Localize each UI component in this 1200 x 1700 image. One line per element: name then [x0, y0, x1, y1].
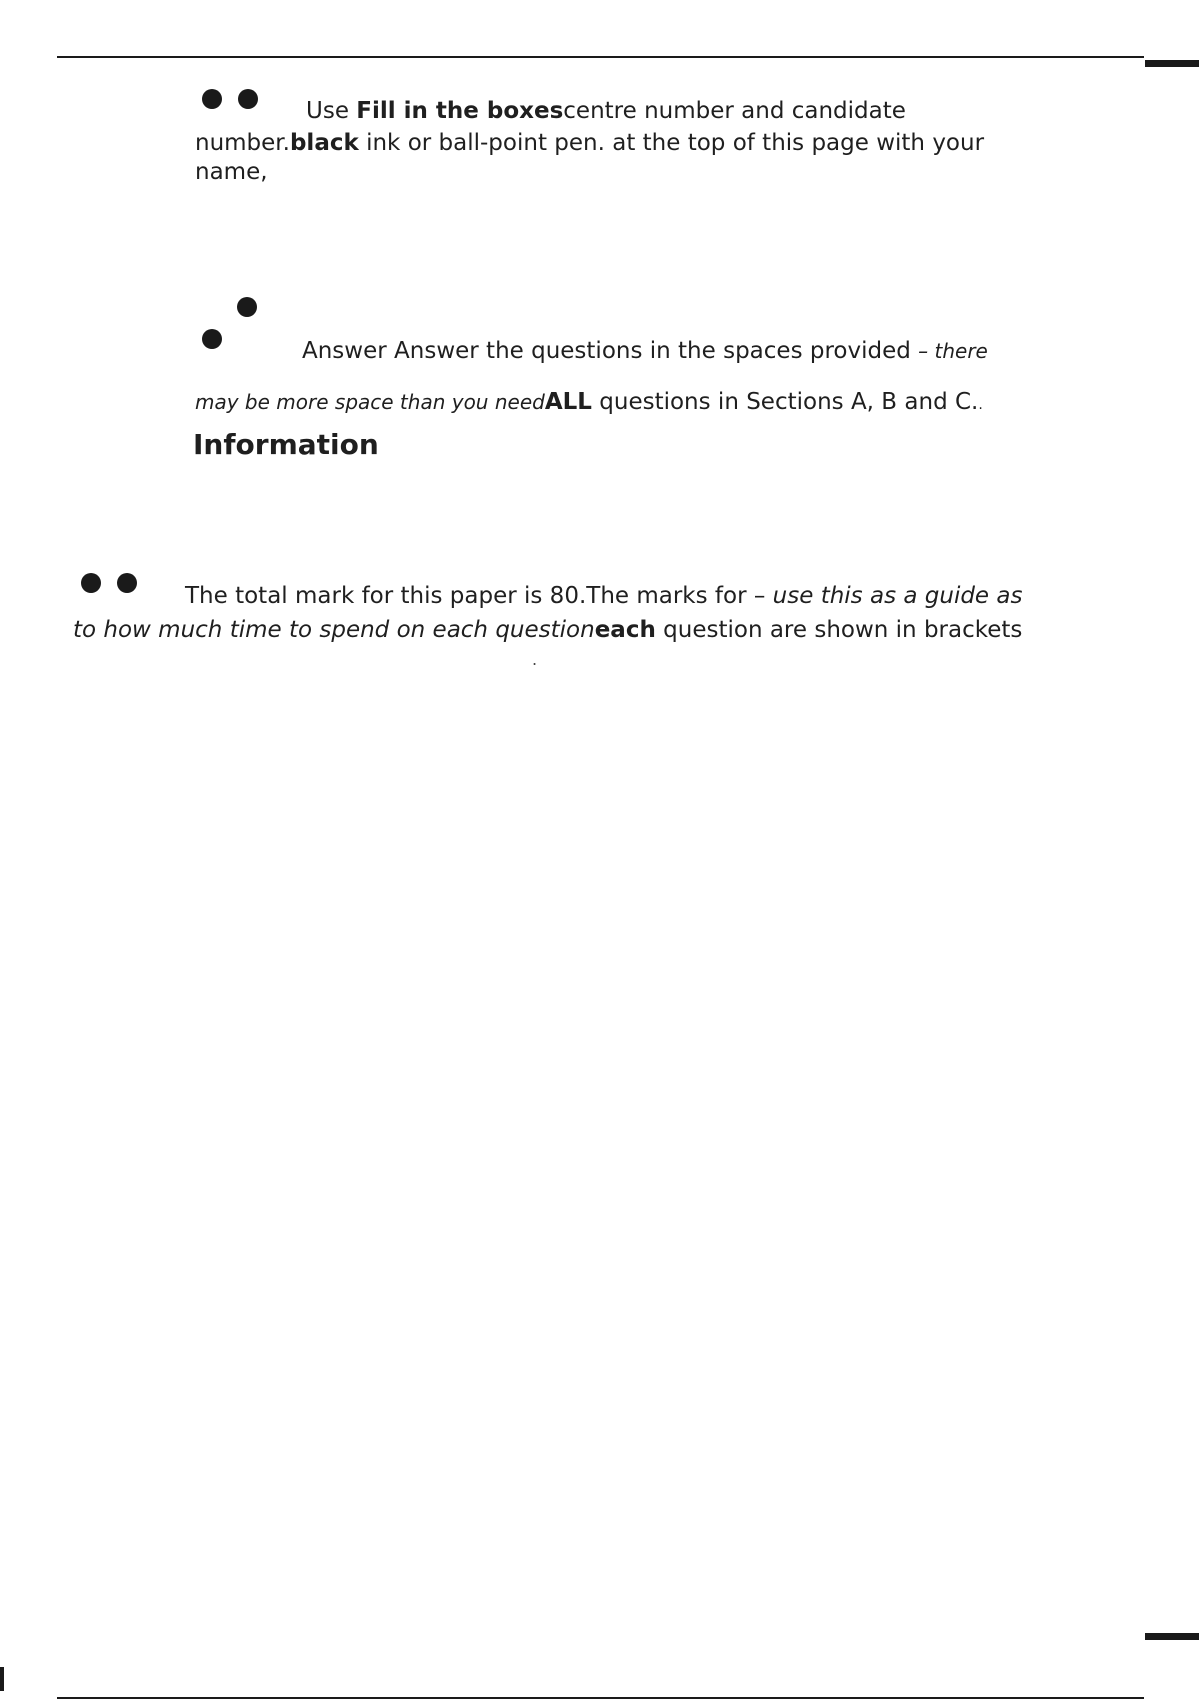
bullet-icon	[237, 297, 257, 317]
bottom-rule	[57, 1697, 1144, 1699]
information-trailing-dot: .	[532, 650, 538, 669]
top-rule	[57, 56, 1144, 58]
top-margin-tick	[1145, 60, 1199, 67]
instruction-text: number.	[195, 130, 290, 156]
bullet-icon	[202, 329, 222, 349]
information-emphasis: each	[594, 617, 656, 643]
information-line	[185, 582, 1022, 610]
bottom-margin-tick	[1145, 1633, 1199, 1640]
instruction-line	[306, 97, 906, 125]
instruction-emphasis: Fill in the boxes	[356, 98, 564, 124]
left-margin-tick	[0, 1667, 4, 1691]
instruction-italic: may be more space than you need	[195, 390, 545, 414]
instruction-line	[302, 337, 988, 365]
bullet-icon	[238, 89, 258, 109]
instruction-text: name,	[195, 159, 268, 185]
bullet-icon	[202, 89, 222, 109]
information-line	[73, 616, 1022, 644]
instruction-emphasis: black	[289, 130, 359, 156]
instruction-text: questions in Sections A, B and C.	[591, 389, 979, 415]
instruction-line	[195, 129, 984, 157]
information-italic: use this as a guide as	[772, 583, 1023, 609]
information-text: The total mark for this paper is 80.The marks for –	[185, 583, 773, 609]
instruction-text: centre number and candidate	[563, 98, 906, 124]
instruction-line	[195, 158, 268, 186]
instruction-text: ink or ball-point pen. at the top of this page with your	[358, 130, 985, 156]
instruction-text: Answer Answer the questions in the spaces provided	[302, 338, 919, 364]
bullet-icon	[81, 573, 101, 593]
instruction-text: Use	[306, 98, 357, 124]
information-heading: Information	[193, 428, 379, 461]
bullet-icon	[117, 573, 137, 593]
information-text: question are shown in brackets	[655, 617, 1023, 643]
instruction-italic: – there	[918, 339, 988, 363]
instruction-text: .	[978, 397, 983, 413]
instruction-line	[195, 388, 983, 419]
information-italic: to how much time to spend on each question	[73, 617, 595, 643]
instruction-emphasis: ALL	[544, 389, 592, 415]
